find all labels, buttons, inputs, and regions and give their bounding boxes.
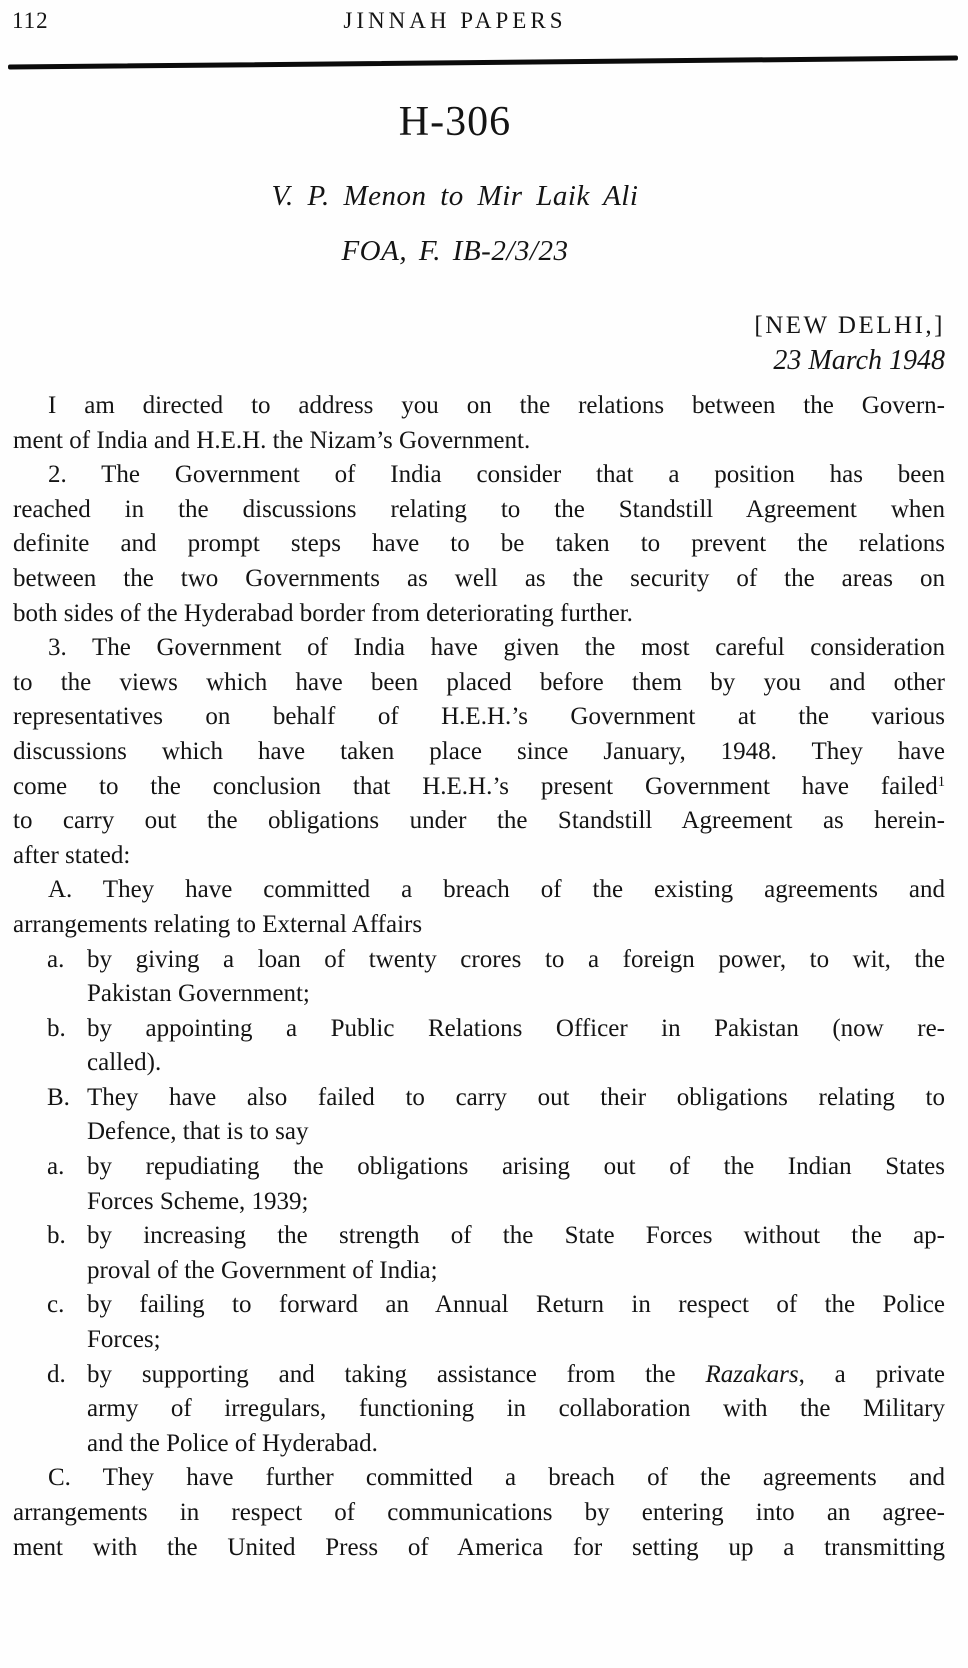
text-segment: Razakars bbox=[705, 1360, 799, 1388]
text-line bbox=[13, 562, 945, 597]
header-rule bbox=[8, 55, 958, 69]
text-line bbox=[13, 1046, 945, 1081]
text-line bbox=[13, 1254, 945, 1289]
text-line bbox=[13, 1496, 945, 1531]
document-source-reference: FOA, F. IB-2/3/23 bbox=[341, 235, 569, 267]
text-segment: after stated: bbox=[13, 841, 131, 869]
text-line bbox=[13, 1427, 945, 1462]
list-marker: d. bbox=[47, 1360, 66, 1388]
text-segment: They have also failed to carry out their obligations relating to bbox=[87, 1083, 945, 1111]
list-marker: b. bbox=[47, 1222, 66, 1250]
list-marker: c. bbox=[47, 1291, 65, 1319]
text-segment: by repudiating the obligations arising out of the Indian States bbox=[87, 1153, 945, 1181]
text-segment: discussions which have taken place since January, 1948. They have bbox=[13, 737, 945, 765]
text-segment: Pakistan Government; bbox=[87, 980, 310, 1008]
running-title: JINNAH PAPERS bbox=[343, 8, 567, 33]
text-line bbox=[13, 1323, 945, 1358]
text-segment: representatives on behalf of H.E.H.’s Government at the various bbox=[13, 703, 945, 731]
text-line bbox=[13, 597, 945, 632]
text-segment: arrangements in respect of communications by entering into an agree- bbox=[13, 1499, 945, 1526]
text-segment: by supporting and taking assistance from the bbox=[87, 1360, 706, 1388]
letter-place: [NEW DELHI,] bbox=[754, 312, 945, 339]
text-line bbox=[13, 1392, 945, 1427]
text-segment: army of irregulars, functioning in collaboration with the Military bbox=[87, 1395, 945, 1423]
text-line bbox=[13, 1185, 945, 1220]
text-line bbox=[13, 700, 945, 735]
text-segment: A. They have committed a breach of the existing agreements and bbox=[48, 876, 945, 904]
text-line bbox=[13, 1150, 945, 1185]
text-line bbox=[13, 527, 945, 562]
text-segment: by increasing the strength of the State Forces without the ap- bbox=[87, 1222, 945, 1250]
text-segment: and the Police of Hyderabad. bbox=[87, 1429, 378, 1457]
text-line bbox=[13, 908, 945, 943]
text-segment: to the views which have been placed before them by you and other bbox=[13, 668, 945, 696]
text-line bbox=[13, 631, 945, 666]
text-segment: called). bbox=[87, 1049, 162, 1077]
footnote-reference: 1 bbox=[937, 773, 945, 790]
text-line bbox=[13, 1288, 945, 1323]
text-line bbox=[13, 839, 945, 874]
text-segment: Defence, that is to say bbox=[87, 1118, 309, 1146]
text-segment: 3. The Government of India have given the most careful consideration bbox=[48, 634, 945, 662]
text-line bbox=[13, 943, 945, 978]
text-segment: proval of the Government of India; bbox=[87, 1256, 438, 1284]
text-segment: Forces; bbox=[87, 1326, 161, 1354]
text-line bbox=[13, 1461, 945, 1496]
text-segment: , a private bbox=[798, 1360, 945, 1388]
text-line bbox=[13, 493, 945, 528]
text-line bbox=[13, 1358, 945, 1393]
text-line bbox=[13, 424, 945, 459]
text-line bbox=[13, 458, 945, 493]
text-segment: by giving a loan of twenty crores to a foreign power, to wit, the bbox=[87, 945, 945, 973]
text-segment: between the two Governments as well as the security of the areas on bbox=[13, 564, 945, 592]
text-line bbox=[13, 666, 945, 701]
text-line bbox=[13, 1012, 945, 1047]
text-line bbox=[13, 1531, 945, 1566]
text-line bbox=[13, 1219, 945, 1254]
text-segment: to carry out the obligations under the Standstill Agreement as herein- bbox=[13, 807, 945, 835]
text-line bbox=[13, 770, 945, 805]
text-segment: C. They have further committed a breach of the agreements and bbox=[48, 1464, 945, 1492]
text-line bbox=[13, 389, 945, 424]
list-marker: b. bbox=[47, 1014, 66, 1042]
text-segment: ment of India and H.E.H. the Nizam’s Government. bbox=[13, 426, 531, 454]
text-segment: both sides of the Hyderabad border from deteriorating further. bbox=[13, 599, 633, 627]
list-marker: a. bbox=[47, 1153, 65, 1181]
text-segment: ment with the United Press of America for setting up a transmitting bbox=[13, 1533, 945, 1561]
text-segment: come to the conclusion that H.E.H.’s present Government have failed bbox=[13, 772, 938, 800]
list-marker: a. bbox=[47, 945, 65, 973]
text-line bbox=[13, 804, 945, 839]
text-segment: I am directed to address you on the relations between the Govern- bbox=[48, 392, 945, 419]
text-line bbox=[13, 1081, 945, 1116]
text-segment: 2. The Government of India consider that a position has been bbox=[48, 461, 945, 489]
text-segment: Forces Scheme, 1939; bbox=[87, 1187, 309, 1215]
text-segment: arrangements relating to External Affairs bbox=[13, 910, 423, 938]
text-line bbox=[13, 977, 945, 1012]
text-segment: definite and prompt steps have to be taken to prevent the relations bbox=[13, 530, 945, 558]
text-line bbox=[13, 735, 945, 770]
document-title: V. P. Menon to Mir Laik Ali bbox=[271, 180, 639, 212]
page-number: 112 bbox=[12, 8, 49, 33]
text-segment: reached in the discussions relating to the Standstill Agreement when bbox=[13, 495, 945, 523]
list-marker: B. bbox=[47, 1083, 70, 1111]
text-segment: by appointing a Public Relations Officer in Pakistan (now re- bbox=[87, 1014, 945, 1042]
letter-date: 23 March 1948 bbox=[773, 345, 945, 376]
body-lines bbox=[13, 389, 945, 1565]
text-line bbox=[13, 873, 945, 908]
text-line bbox=[13, 1115, 945, 1150]
document-id-heading: H-306 bbox=[398, 99, 512, 145]
text-segment: by failing to forward an Annual Return in respect of the Police bbox=[87, 1291, 945, 1319]
